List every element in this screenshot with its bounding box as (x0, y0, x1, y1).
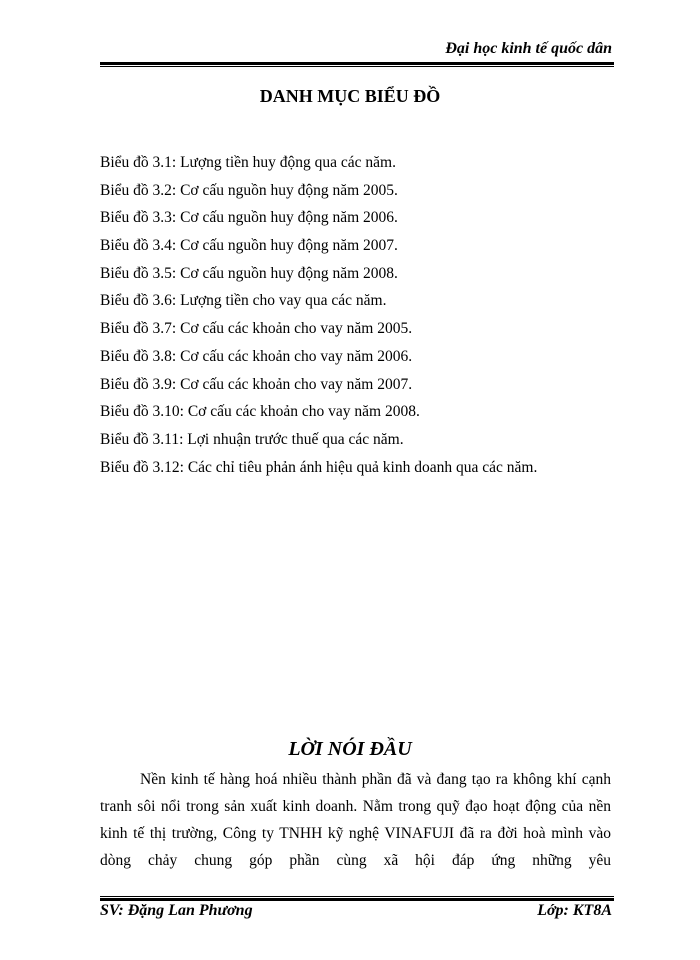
chart-list-item: Biểu đồ 3.7: Cơ cấu các khoản cho vay năm 2005. (100, 320, 413, 338)
preface-body (100, 766, 611, 874)
footer-student: SV: Đặng Lan Phương (100, 902, 253, 919)
chart-list-item: Biểu đồ 3.2: Cơ cấu nguồn huy động năm 2005. (100, 181, 398, 199)
footer-class: Lớp: KT8A (537, 902, 612, 919)
header-university: Đại học kinh tế quốc dân (445, 40, 612, 57)
preface-title: LỜI NÓI ĐẦU (288, 738, 412, 760)
chart-list-item: Biểu đồ 3.1: Lượng tiền huy động qua các năm. (100, 154, 396, 171)
chart-list-item: Biểu đồ 3.8: Cơ cấu các khoản cho vay năm 2006. (100, 347, 413, 365)
header-divider (100, 62, 614, 67)
chart-list-item: Biểu đồ 3.3: Cơ cấu nguồn huy động năm 2006. (100, 209, 398, 227)
chart-list-item: Biểu đồ 3.10: Cơ cấu các khoản cho vay năm 2008. (100, 403, 420, 421)
footer-divider (100, 896, 614, 901)
chart-list-item: Biểu đồ 3.4: Cơ cấu nguồn huy động năm 2007. (100, 237, 398, 255)
chart-list-title: DANH MỤC BIỂU ĐỒ (259, 86, 441, 106)
chart-list-item: Biểu đồ 3.9: Cơ cấu các khoản cho vay năm 2007. (100, 375, 413, 393)
chart-list (100, 153, 537, 485)
chart-list-item: Biểu đồ 3.12: Các chỉ tiêu phản ánh hiệu quả kinh doanh qua các năm. (100, 458, 538, 476)
preface-paragraph: Nền kinh tế hàng hoá nhiều thành phần đã và đang tạo ra không khí cạnh tranh sôi nổi trong sản xuất kinh doanh. Nằm trong quỹ đạo hoạt động của nền kinh tế thị trường, Công ty TNHH kỹ nghệ VINAFUJI đã ra đời hoà mình vào dòng chảy chung góp phần cùng xã hội đáp ứng những yêu (100, 771, 611, 869)
chart-list-item: Biểu đồ 3.11: Lợi nhuận trước thuế qua các năm. (100, 430, 404, 448)
chart-list-item: Biểu đồ 3.5: Cơ cấu nguồn huy động năm 2008. (100, 264, 398, 282)
chart-list-item: Biểu đồ 3.6: Lượng tiền cho vay qua các năm. (100, 292, 387, 310)
